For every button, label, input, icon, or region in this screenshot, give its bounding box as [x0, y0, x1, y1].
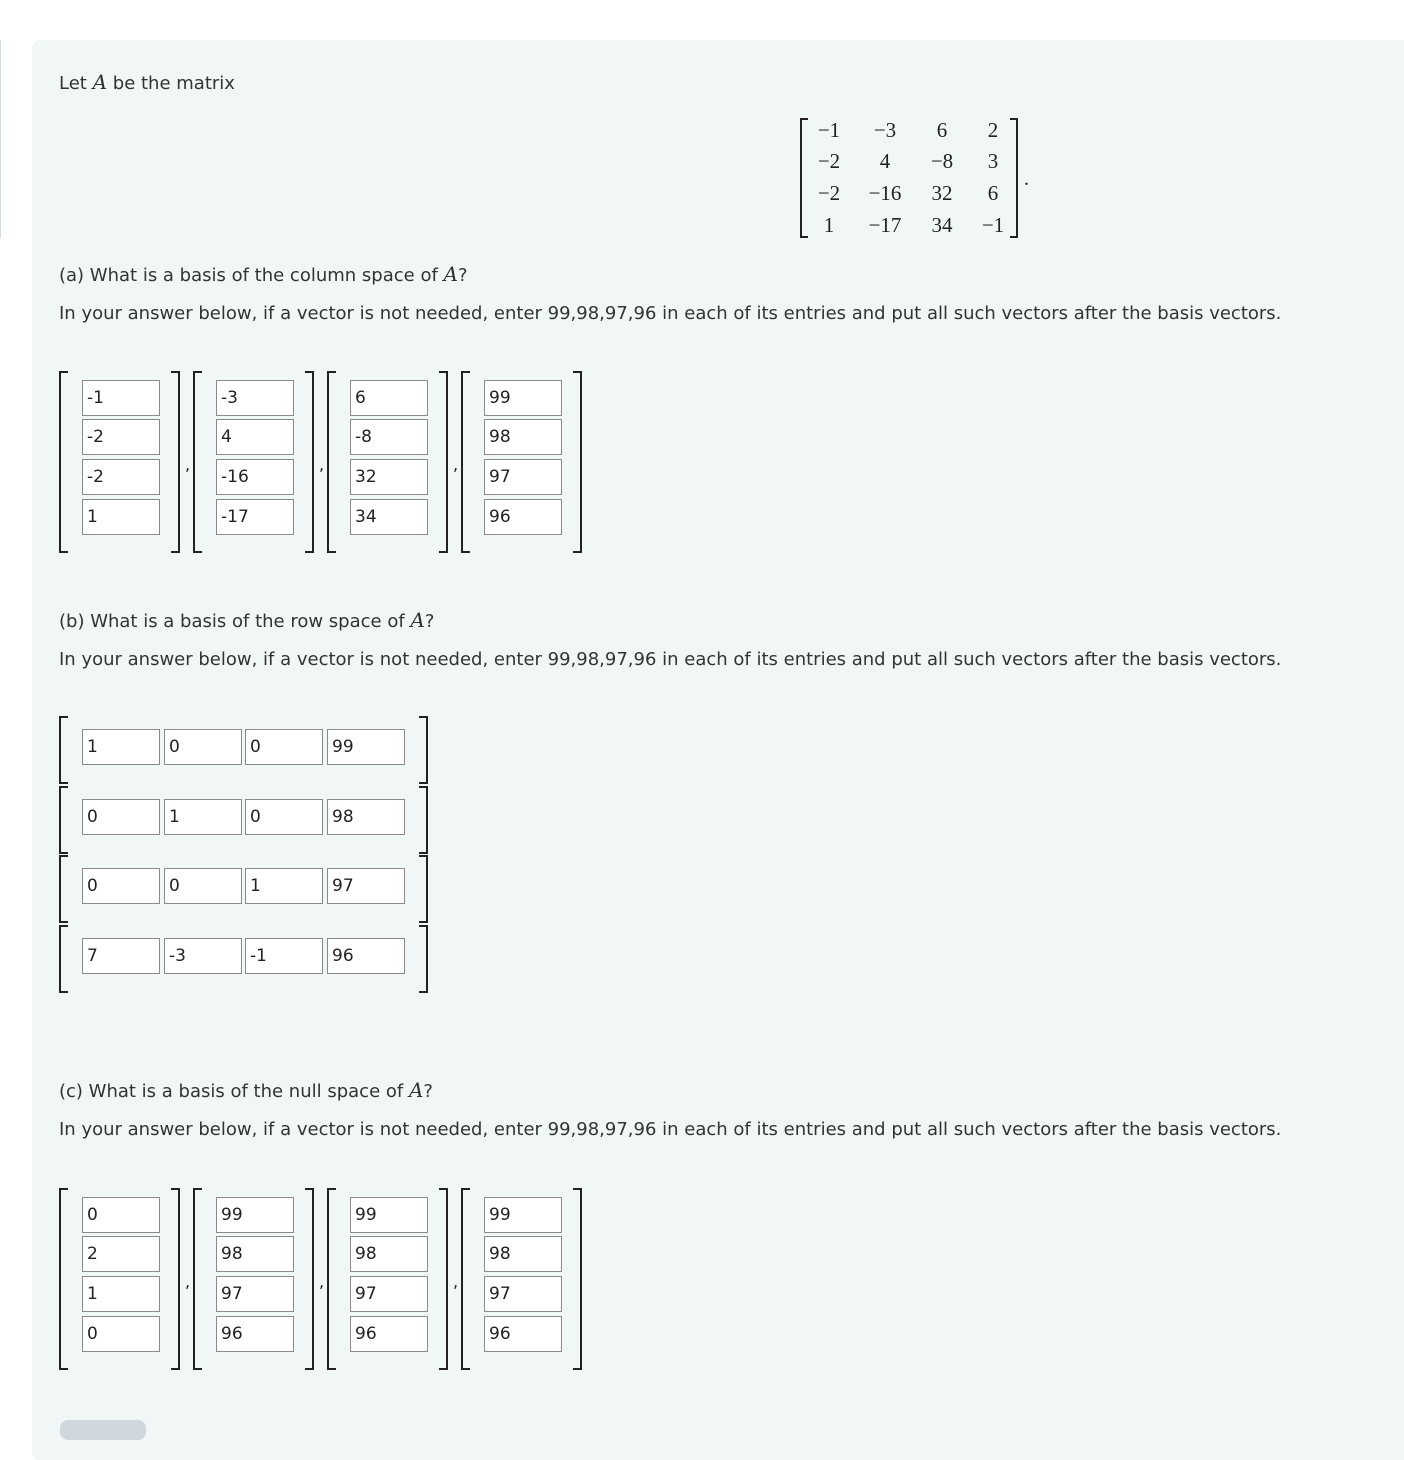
part-b-vector-3-entry-1[interactable]: [82, 868, 160, 904]
part-a-vector-left-bracket: [461, 371, 470, 553]
part-c-vector-3-entry-3[interactable]: [350, 1276, 428, 1312]
part-b-row-right-bracket: [419, 716, 428, 784]
part-c-matrix-symbol: A: [408, 1078, 424, 1102]
part-b-instruction: In your answer below, if a vector is not needed, enter 99,98,97,96 in each of its entries and put all such vectors after the basis vectors.: [59, 649, 1282, 670]
part-c-question-mark: ?: [423, 1081, 433, 1102]
part-a-vector-right-bracket: [439, 371, 448, 553]
matrix-entry: −1: [981, 213, 1005, 237]
part-c-question: [59, 1079, 433, 1103]
part-c-vector-2-entry-4[interactable]: [216, 1316, 294, 1352]
part-c-vector-1-entry-2[interactable]: [82, 1236, 160, 1272]
part-b-vector-2-entry-4[interactable]: [327, 799, 405, 835]
part-c-vector-right-bracket: [171, 1188, 180, 1370]
part-a-question: [59, 263, 468, 287]
part-b-row-left-bracket: [59, 786, 68, 854]
part-c-vector-right-bracket: [305, 1188, 314, 1370]
part-c-vector-4-entry-1[interactable]: [484, 1197, 562, 1233]
part-a-vector-2-entry-2[interactable]: [216, 419, 294, 455]
part-b-row-left-bracket: [59, 716, 68, 784]
part-b-row-right-bracket: [419, 925, 428, 993]
problem-intro: [59, 71, 235, 95]
part-c-vector-1-entry-4[interactable]: [82, 1316, 160, 1352]
matrix-entry: −8: [930, 149, 954, 173]
part-a-vector-4-entry-1[interactable]: [484, 380, 562, 416]
part-c-vector-1-entry-3[interactable]: [82, 1276, 160, 1312]
matrix-entry: −17: [868, 213, 902, 237]
part-a-vector-2-entry-3[interactable]: [216, 459, 294, 495]
part-c-vector-left-bracket: [461, 1188, 470, 1370]
matrix-entry: −1: [817, 118, 841, 142]
part-c-vector-3-entry-4[interactable]: [350, 1316, 428, 1352]
part-c-vector-3-entry-1[interactable]: [350, 1197, 428, 1233]
part-a-vector-left-bracket: [327, 371, 336, 553]
part-a-vector-left-bracket: [59, 371, 68, 553]
part-b-vector-3-entry-3[interactable]: [245, 868, 323, 904]
part-a-vector-3-entry-1[interactable]: [350, 380, 428, 416]
part-a-vector-3-entry-2[interactable]: [350, 419, 428, 455]
part-c-vector-right-bracket: [439, 1188, 448, 1370]
matrix-left-bracket: [800, 118, 808, 238]
left-divider: [0, 40, 1, 238]
intro-suffix: be the matrix: [112, 73, 235, 94]
part-c-vector-3-entry-2[interactable]: [350, 1236, 428, 1272]
part-b-row-left-bracket: [59, 855, 68, 923]
part-c-separator-comma: ,: [453, 1272, 459, 1291]
part-b-row-left-bracket: [59, 925, 68, 993]
part-a-vector-right-bracket: [305, 371, 314, 553]
part-b-matrix-symbol: A: [410, 608, 425, 632]
part-c-vector-right-bracket: [573, 1188, 582, 1370]
matrix-entry: −2: [817, 181, 841, 205]
part-a-question-text: (a) What is a basis of the column space of: [59, 265, 438, 286]
part-b-vector-3-entry-2[interactable]: [164, 868, 242, 904]
part-a-vector-3-entry-3[interactable]: [350, 459, 428, 495]
part-a-vector-4-entry-4[interactable]: [484, 499, 562, 535]
part-a-separator-comma: ,: [453, 455, 459, 474]
part-c-vector-1-entry-1[interactable]: [82, 1197, 160, 1233]
matrix-entry: 6: [987, 181, 999, 205]
part-c-vector-2-entry-2[interactable]: [216, 1236, 294, 1272]
part-b-vector-4-entry-2[interactable]: [164, 938, 242, 974]
part-c-vector-2-entry-1[interactable]: [216, 1197, 294, 1233]
part-a-vector-1-entry-2[interactable]: [82, 419, 160, 455]
part-a-vector-left-bracket: [193, 371, 202, 553]
part-a-vector-1-entry-1[interactable]: [82, 380, 160, 416]
part-b-vector-3-entry-4[interactable]: [327, 868, 405, 904]
part-a-matrix-symbol: A: [443, 262, 458, 286]
part-c-vector-left-bracket: [59, 1188, 68, 1370]
part-a-vector-2-entry-1[interactable]: [216, 380, 294, 416]
part-c-instruction: In your answer below, if a vector is not needed, enter 99,98,97,96 in each of its entries and put all such vectors after the basis vectors.: [59, 1119, 1282, 1140]
intro-prefix: Let: [59, 73, 87, 94]
part-b-vector-1-entry-1[interactable]: [82, 729, 160, 765]
part-b-question: [59, 609, 434, 633]
part-c-vector-4-entry-3[interactable]: [484, 1276, 562, 1312]
part-b-vector-1-entry-4[interactable]: [327, 729, 405, 765]
part-b-vector-1-entry-2[interactable]: [164, 729, 242, 765]
submit-button[interactable]: [60, 1420, 146, 1440]
part-a-vector-right-bracket: [171, 371, 180, 553]
part-a-question-mark: ?: [457, 265, 468, 286]
part-a-vector-1-entry-4[interactable]: [82, 499, 160, 535]
part-a-vector-2-entry-4[interactable]: [216, 499, 294, 535]
part-b-row-right-bracket: [419, 786, 428, 854]
part-b-vector-4-entry-3[interactable]: [245, 938, 323, 974]
matrix-entry: 1: [823, 213, 835, 237]
matrix-symbol: A: [92, 70, 108, 94]
part-a-separator-comma: ,: [185, 455, 191, 474]
part-c-vector-left-bracket: [193, 1188, 202, 1370]
part-a-vector-4-entry-2[interactable]: [484, 419, 562, 455]
part-c-vector-4-entry-2[interactable]: [484, 1236, 562, 1272]
matrix-entry: 3: [987, 149, 999, 173]
part-a-separator-comma: ,: [319, 455, 325, 474]
part-a-vector-3-entry-4[interactable]: [350, 499, 428, 535]
part-b-vector-4-entry-4[interactable]: [327, 938, 405, 974]
matrix-entry: −16: [868, 181, 902, 205]
part-b-question-text: (b) What is a basis of the row space of: [59, 611, 405, 632]
matrix-entry: 4: [879, 149, 891, 173]
part-c-vector-2-entry-3[interactable]: [216, 1276, 294, 1312]
part-c-vector-left-bracket: [327, 1188, 336, 1370]
matrix-entry: 34: [931, 213, 953, 237]
part-c-vector-4-entry-4[interactable]: [484, 1316, 562, 1352]
part-b-vector-2-entry-1[interactable]: [82, 799, 160, 835]
part-c-question-text: (c) What is a basis of the null space of: [59, 1081, 404, 1102]
part-a-vector-1-entry-3[interactable]: [82, 459, 160, 495]
part-b-vector-4-entry-1[interactable]: [82, 938, 160, 974]
given-matrix: [798, 116, 1029, 238]
matrix-entry: 2: [987, 118, 999, 142]
part-a-vector-4-entry-3[interactable]: [484, 459, 562, 495]
matrix-entry: 6: [936, 118, 948, 142]
part-b-question-mark: ?: [424, 611, 435, 632]
part-c-separator-comma: ,: [319, 1272, 325, 1291]
part-b-row-right-bracket: [419, 855, 428, 923]
part-a-vector-right-bracket: [573, 371, 582, 553]
matrix-period: .: [1024, 168, 1029, 190]
matrix-entry: −2: [817, 149, 841, 173]
matrix-entry: −3: [873, 118, 897, 142]
part-c-separator-comma: ,: [185, 1272, 191, 1291]
part-b-vector-2-entry-2[interactable]: [164, 799, 242, 835]
part-b-vector-2-entry-3[interactable]: [245, 799, 323, 835]
part-a-instruction: In your answer below, if a vector is not needed, enter 99,98,97,96 in each of its entries and put all such vectors after the basis vectors.: [59, 303, 1282, 324]
matrix-entry: 32: [931, 181, 953, 205]
part-b-vector-1-entry-3[interactable]: [245, 729, 323, 765]
